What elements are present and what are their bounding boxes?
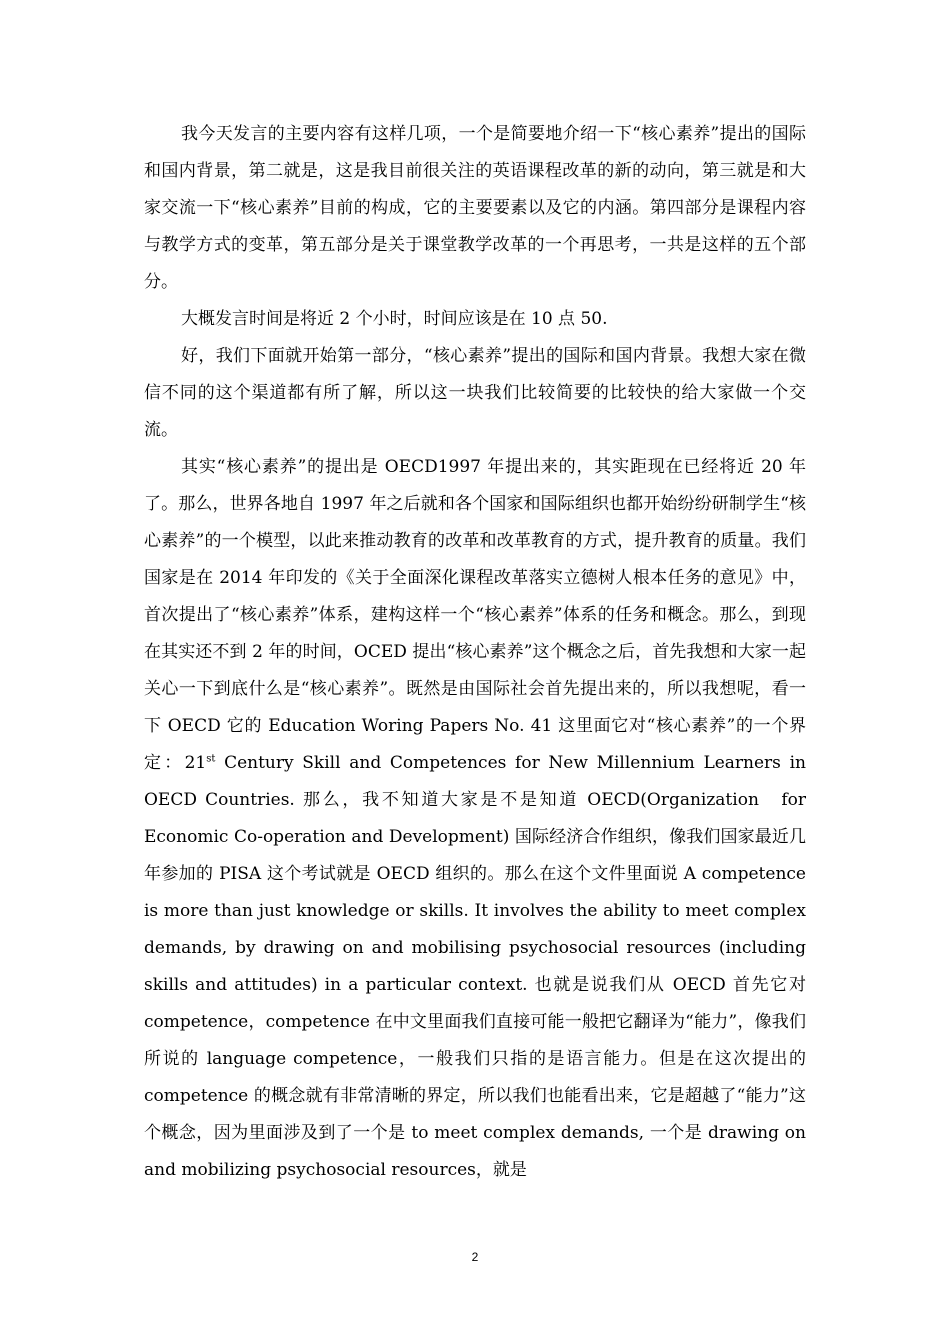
paragraph-background: 好，我们下面就开始第一部分，“核心素养”提出的国际和国内背景。我想大家在微信不同的这个渠道都有所了解，所以这一块我们比较简要的比较快的给大家做一个交流。: [144, 346, 806, 440]
paragraph-duration: 大概发言时间是将近 2 个小时，时间应该是在 10 点 50.: [181, 309, 608, 329]
paragraph-overview: 我今天发言的主要内容有这样几项，一个是简要地介绍一下“核心素养”提出的国际和国内背景，第二就是，这是我目前很关注的英语课程改革的新的动向，第三就是和大家交流一下“核心素养”目前的构成，它的主要要素以及它的内涵。第四部分是课程内容与教学方式的变革，第五部分是关于课堂教学改革的一个再思考，一共是这样的五个部分。: [144, 124, 806, 292]
ordinal-superscript: st: [206, 753, 216, 765]
paragraph-oecd: [144, 449, 806, 1189]
page-number: 2: [471, 1250, 479, 1264]
oecd-text-part2: Century Skill and Competences for New Millennium Learners in OECD Countries. 那么，我不知道大家是不是知道 OECD(Organization for Economic Co-operation and Development) 国际经济合作组织，像我们国家最近几年参加的 PISA 这个考试就是 OECD 组织的。那么在这个文件里面说 A competence is more than just knowledge or skills. It involves the ability to meet complex demands, by drawing on and mobilising psychosocial resources (including skills and attitudes) in a particular context. 也就是说我们从 OECD 首先它对 competence，competence 在中文里面我们直接可能一般把它翻译为“能力”，像我们所说的 language competence，一般我们只指的是语言能力。但是在这次提出的 competence 的概念就有非常清晰的界定，所以我们也能看出来，它是超越了“能力”这个概念，因为里面涉及到了一个是 to meet complex demands, 一个是 drawing on and mobilizing psychosocial resources，就是: [144, 753, 806, 1180]
oecd-text-part1: 其实“核心素养”的提出是 OECD1997 年提出来的，其实距现在已经将近 20 年了。那么，世界各地自 1997 年之后就和各个国家和国际组织也都开始纷纷研制学生“核心素养”的一个模型，以此来推动教育的改革和改革教育的方式，提升教育的质量。我们国家是在 2014 年印发的《关于全面深化课程改革落实立德树人根本任务的意见》中，首次提出了“核心素养”体系，建构这样一个“核心素养”体系的任务和概念。那么，到现在其实还不到 2 年的时间，OCED 提出“核心素养”这个概念之后，首先我想和大家一起关心一下到底什么是“核心素养”。既然是由国际社会首先提出来的，所以我想呢，看一下 OECD 它的 Education Woring Papers No. 41 这里面它对“核心素养”的一个界定：21: [144, 457, 806, 773]
body-text: [144, 116, 806, 1189]
